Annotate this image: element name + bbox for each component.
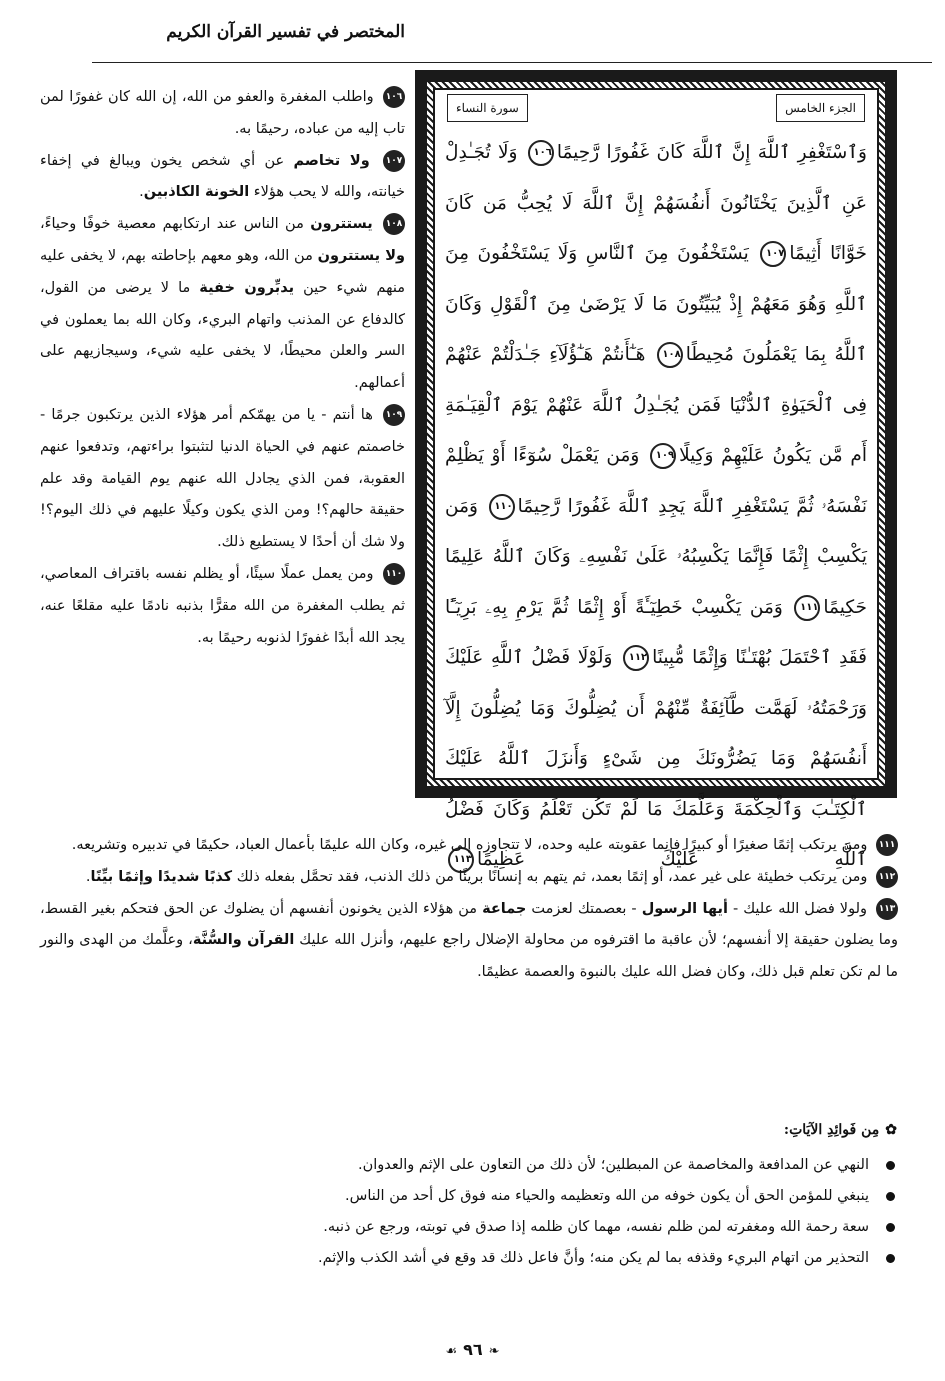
benefits-title-text: مِن فَوائِدِ الآيَاتِ:	[783, 1122, 880, 1138]
verse-number: ١٠٩	[650, 443, 676, 469]
tafsir-verse-number: ١٠٩	[383, 404, 405, 426]
verse-text: وَمَن يَكْسِبْ خَطِيٓـَٔةً أَوْ إِثْمًا ثُمَّ يَرْمِ بِهِۦ بَرِيٓـًٔا فَقَدِ ٱحْتَمَلَ بُهْتَـٰنًا وَإِثْمًا مُّبِينًا	[445, 596, 867, 668]
bullet-icon	[886, 1192, 895, 1201]
tafsir-text: ها أنتم - يا من يهمّكم أمر هؤلاء الذين يرتكبون جرمًا - خاصمتم عنهم في الحياة الدنيا لتثبتوا براءتهم، وتدفعوا عنهم العقوبة، فمن الذي يجادل الله عنهم يوم القيامة وقد علم حقيقة حالهم؟! ومن الذي يكون وكيلًا عليهم في ذلك اليوم؟! ولا شك أن أحدًا لا يستطيع ذلك.	[40, 406, 405, 551]
tafsir-bold: ولا تخاصم	[293, 152, 370, 169]
verse-text: وَلَوْلَا فَضْلُ ٱللَّهِ عَلَيْكَ وَرَحْمَتُهُۥ لَهَمَّت طَّآئِفَةٌ مِّنْهُمْ أَن يُضِلُّوكَ وَمَا يُضِلُّونَ إِلَّآ أَنفُسَهُمْ وَمَا يَضُرُّونَكَ مِن شَىْءٍ وَأَنزَلَ ٱللَّهُ عَلَيْكَ ٱلْكِتَـٰبَ وَٱلْحِكْمَةَ وَعَلَّمَكَ مَا لَمْ تَكُن تَعْلَمُ وَكَانَ فَضْلُ ٱللَّهِ عَلَيْكَ عَظِيمًا	[445, 647, 867, 870]
verse-number: ١٠٦	[528, 140, 554, 166]
tafsir-text: ومن يرتكب إثمًا صغيرًا أو كبيرًا فإنما عقوبته عليه وحده، لا تتجاوزه إلى غيره، وكان الله عليمًا بأعمال العباد، حكيمًا في تدبيره وتشريعه.	[71, 837, 868, 853]
tafsir-paragraph	[40, 400, 405, 559]
bullet-icon	[886, 1223, 895, 1232]
tafsir-bold: جماعة	[482, 900, 527, 917]
ornament-icon: ❧	[488, 1344, 500, 1359]
verse-number: ١٠٧	[760, 241, 786, 267]
tafsir-verse-number: ١١٠	[383, 563, 405, 585]
tafsir-bold: يستترون	[310, 216, 373, 233]
tafsir-verse-number: ١٠٨	[383, 213, 405, 235]
book-title: المختصر في تفسير القرآن الكريم	[166, 22, 405, 42]
tafsir-bold: أيها الرسول	[641, 900, 728, 917]
verse-number: ١١٠	[489, 494, 515, 520]
benefit-text: النهي عن المدافعة والمخاصمة عن المبطلين؛ لأن ذلك من التعاون على الإثم والعدوان.	[357, 1157, 869, 1173]
tafsir-bold: يدبِّرون خفية	[199, 279, 295, 296]
tafsir-bold: الخونة الكاذبين	[143, 184, 250, 201]
tafsir-text: من الناس عند ارتكابهم معصية خوفًا وحياءً،	[40, 216, 304, 233]
verse-number: ١٠٨	[657, 342, 683, 368]
tafsir-text: - بعصمتك لعزمت	[531, 900, 637, 917]
tafsir-full-width	[40, 830, 898, 989]
benefit-item	[57, 1243, 897, 1274]
verse-number: ١١٢	[623, 645, 649, 671]
tafsir-text: .	[85, 868, 91, 885]
bullet-icon	[886, 1161, 895, 1170]
tafsir-verse-number: ١٠٧	[383, 150, 405, 172]
bullet-icon	[886, 1254, 895, 1263]
tafsir-paragraph	[40, 209, 405, 400]
juz-label: الجزء الخامس	[776, 94, 865, 122]
verse-number: ١١١	[794, 595, 820, 621]
benefit-text: ينبغي للمؤمن الحق أن يكون خوفه من الله وتعظيمه والحياء منه فوق كل أحد من الناس.	[345, 1188, 869, 1204]
verse-text: وَمَن يَكْسِبْ إِثْمًا فَإِنَّمَا يَكْسِبُهُۥ عَلَىٰ نَفْسِهِۦ وَكَانَ ٱللَّهُ عَلِيمًا حَكِيمًا	[445, 495, 867, 618]
tafsir-text: من هؤلاء الذين يخونون أنفسهم أن يضلوك عن الحق فتحكم بغير القسط، وما يضلون حقيقة إلا أنفسهم؛ لأن عاقبة ما اقترفوه من محاولة الإضلال راجع عليهم، وأنزل الله عليك	[40, 900, 898, 949]
tafsir-bold: القرآن والسُّنَّة	[192, 932, 295, 949]
tafsir-text: ولولا فضل الله عليك -	[732, 900, 867, 917]
ornament-icon: ☙	[445, 1344, 458, 1359]
tafsir-paragraph	[40, 862, 898, 894]
tafsir-paragraph	[40, 830, 898, 862]
verse-text: هَـٰٓأَنتُمْ هَـٰٓؤُلَآءِ جَـٰدَلْتُمْ عَنْهُمْ فِى ٱلْحَيَوٰةِ ٱلدُّنْيَا فَمَن يُجَـٰدِلُ ٱللَّهَ عَنْهُمْ يَوْمَ ٱلْقِيَـٰمَةِ أَم مَّن يَكُونُ عَلَيْهِمْ وَكِيلًا	[445, 344, 867, 466]
tafsir-text: ما لا يرضى من القول، كالدفاع عن المذنب واتهام البريء، وكان الله بما يعملون في السر والعلن محيطًا، لا يخفى عليه شيء، وسيجازيهم على أعمالهم.	[40, 279, 405, 392]
tafsir-paragraph	[40, 559, 405, 654]
tafsir-verse-number: ١١١	[876, 834, 898, 856]
verse-number: ١١٣	[448, 847, 474, 873]
page-number	[0, 1340, 945, 1359]
page-number-text: ٩٦	[463, 1340, 483, 1359]
verse-text: وَمَن يَعْمَلْ سُوٓءًا أَوْ يَظْلِمْ نَفْسَهُۥ ثُمَّ يَسْتَغْفِرِ ٱللَّهَ يَجِدِ ٱللَّهَ غَفُورًا رَّحِيمًا	[445, 445, 867, 517]
tafsir-paragraph	[40, 894, 898, 989]
flower-icon: ✿	[885, 1122, 897, 1138]
benefit-text: سعة رحمة الله ومغفرته لمن ظلم نفسه، مهما كان ظلمه إذا صدق في توبته، ورجع عن ذنبه.	[323, 1219, 869, 1235]
tafsir-text: عن أي شخص يخون ويبالغ في إخفاء خيانته، والله لا يحب هؤلاء	[40, 152, 405, 201]
tafsir-side-column	[40, 82, 405, 654]
tafsir-bold: كذبًا شديدًا وإثمًا بيِّنًا	[90, 868, 233, 885]
tafsir-verse-number: ١١٢	[876, 866, 898, 888]
tafsir-text: ومن يعمل عملًا سيئًا، أو يظلم نفسه باقتراف المعاصي، ثم يطلب المغفرة من الله مقرًّا بذنبه نادمًا عليه مقلعًا عنه، يجد الله أبدًا غفورًا لذنوبه رحيمًا به.	[40, 565, 405, 646]
benefits-heading	[784, 1122, 897, 1138]
verse-text: يَسْتَخْفُونَ مِنَ ٱلنَّاسِ وَلَا يَسْتَخْفُونَ مِنَ ٱللَّهِ وَهُوَ مَعَهُمْ إِذْ يُبَيِّتُونَ مَا لَا يَرْضَىٰ مِنَ ٱلْقَوْلِ وَكَانَ ٱللَّهُ بِمَا يَعْمَلُونَ مُحِيطًا	[445, 243, 867, 365]
tafsir-text: ، وعلَّمك من الهدى والنور ما لم تكن تعلم قبل ذلك، وكان فضل الله عليك بالنبوة والعصمة عظيمًا.	[40, 932, 898, 981]
quran-verses-paragraph	[445, 128, 867, 886]
tafsir-verse-number: ١١٣	[876, 898, 898, 920]
benefit-text: التحذير من اتهام البريء وقذفه بما لم يكن منه؛ وأنَّ فاعل ذلك قد وقع في أشد الكذب والإثم.	[318, 1250, 869, 1266]
tafsir-text: ومن يرتكب خطيئة على غير عمد، أو إثمًا بعمد، ثم يتهم به إنسانًا بريئًا من ذلك الذنب، فقد تحمَّل بفعله ذلك	[236, 868, 868, 885]
tafsir-paragraph	[40, 146, 405, 210]
benefit-item	[57, 1212, 897, 1243]
tafsir-paragraph	[40, 82, 405, 146]
verse-text: وَٱسْتَغْفِرِ ٱللَّهَ إِنَّ ٱللَّهَ كَانَ غَفُورًا رَّحِيمًا	[556, 142, 867, 163]
tafsir-text: من الله، وهو معهم بإحاطته بهم، لا يخفى عليه منهم شيء حين	[40, 247, 406, 296]
header-divider	[92, 62, 932, 63]
tafsir-bold: ولا يستترون	[317, 247, 406, 264]
benefit-item	[57, 1181, 897, 1212]
surah-label: سورة النساء	[447, 94, 528, 122]
tafsir-verse-number: ١٠٦	[383, 86, 405, 108]
tafsir-text: واطلب المغفرة والعفو من الله، إن الله كان غفورًا لمن تاب إليه من عباده، رحيمًا به.	[40, 89, 405, 137]
tafsir-text: .	[139, 184, 144, 201]
verse-text: وَلَا تُجَـٰدِلْ عَنِ ٱلَّذِينَ يَخْتَانُونَ أَنفُسَهُمْ إِنَّ ٱللَّهَ لَا يُحِبُّ مَن كَانَ خَوَّانًا أَثِيمًا	[445, 142, 867, 264]
benefit-item	[57, 1150, 897, 1181]
benefits-list	[57, 1150, 897, 1274]
